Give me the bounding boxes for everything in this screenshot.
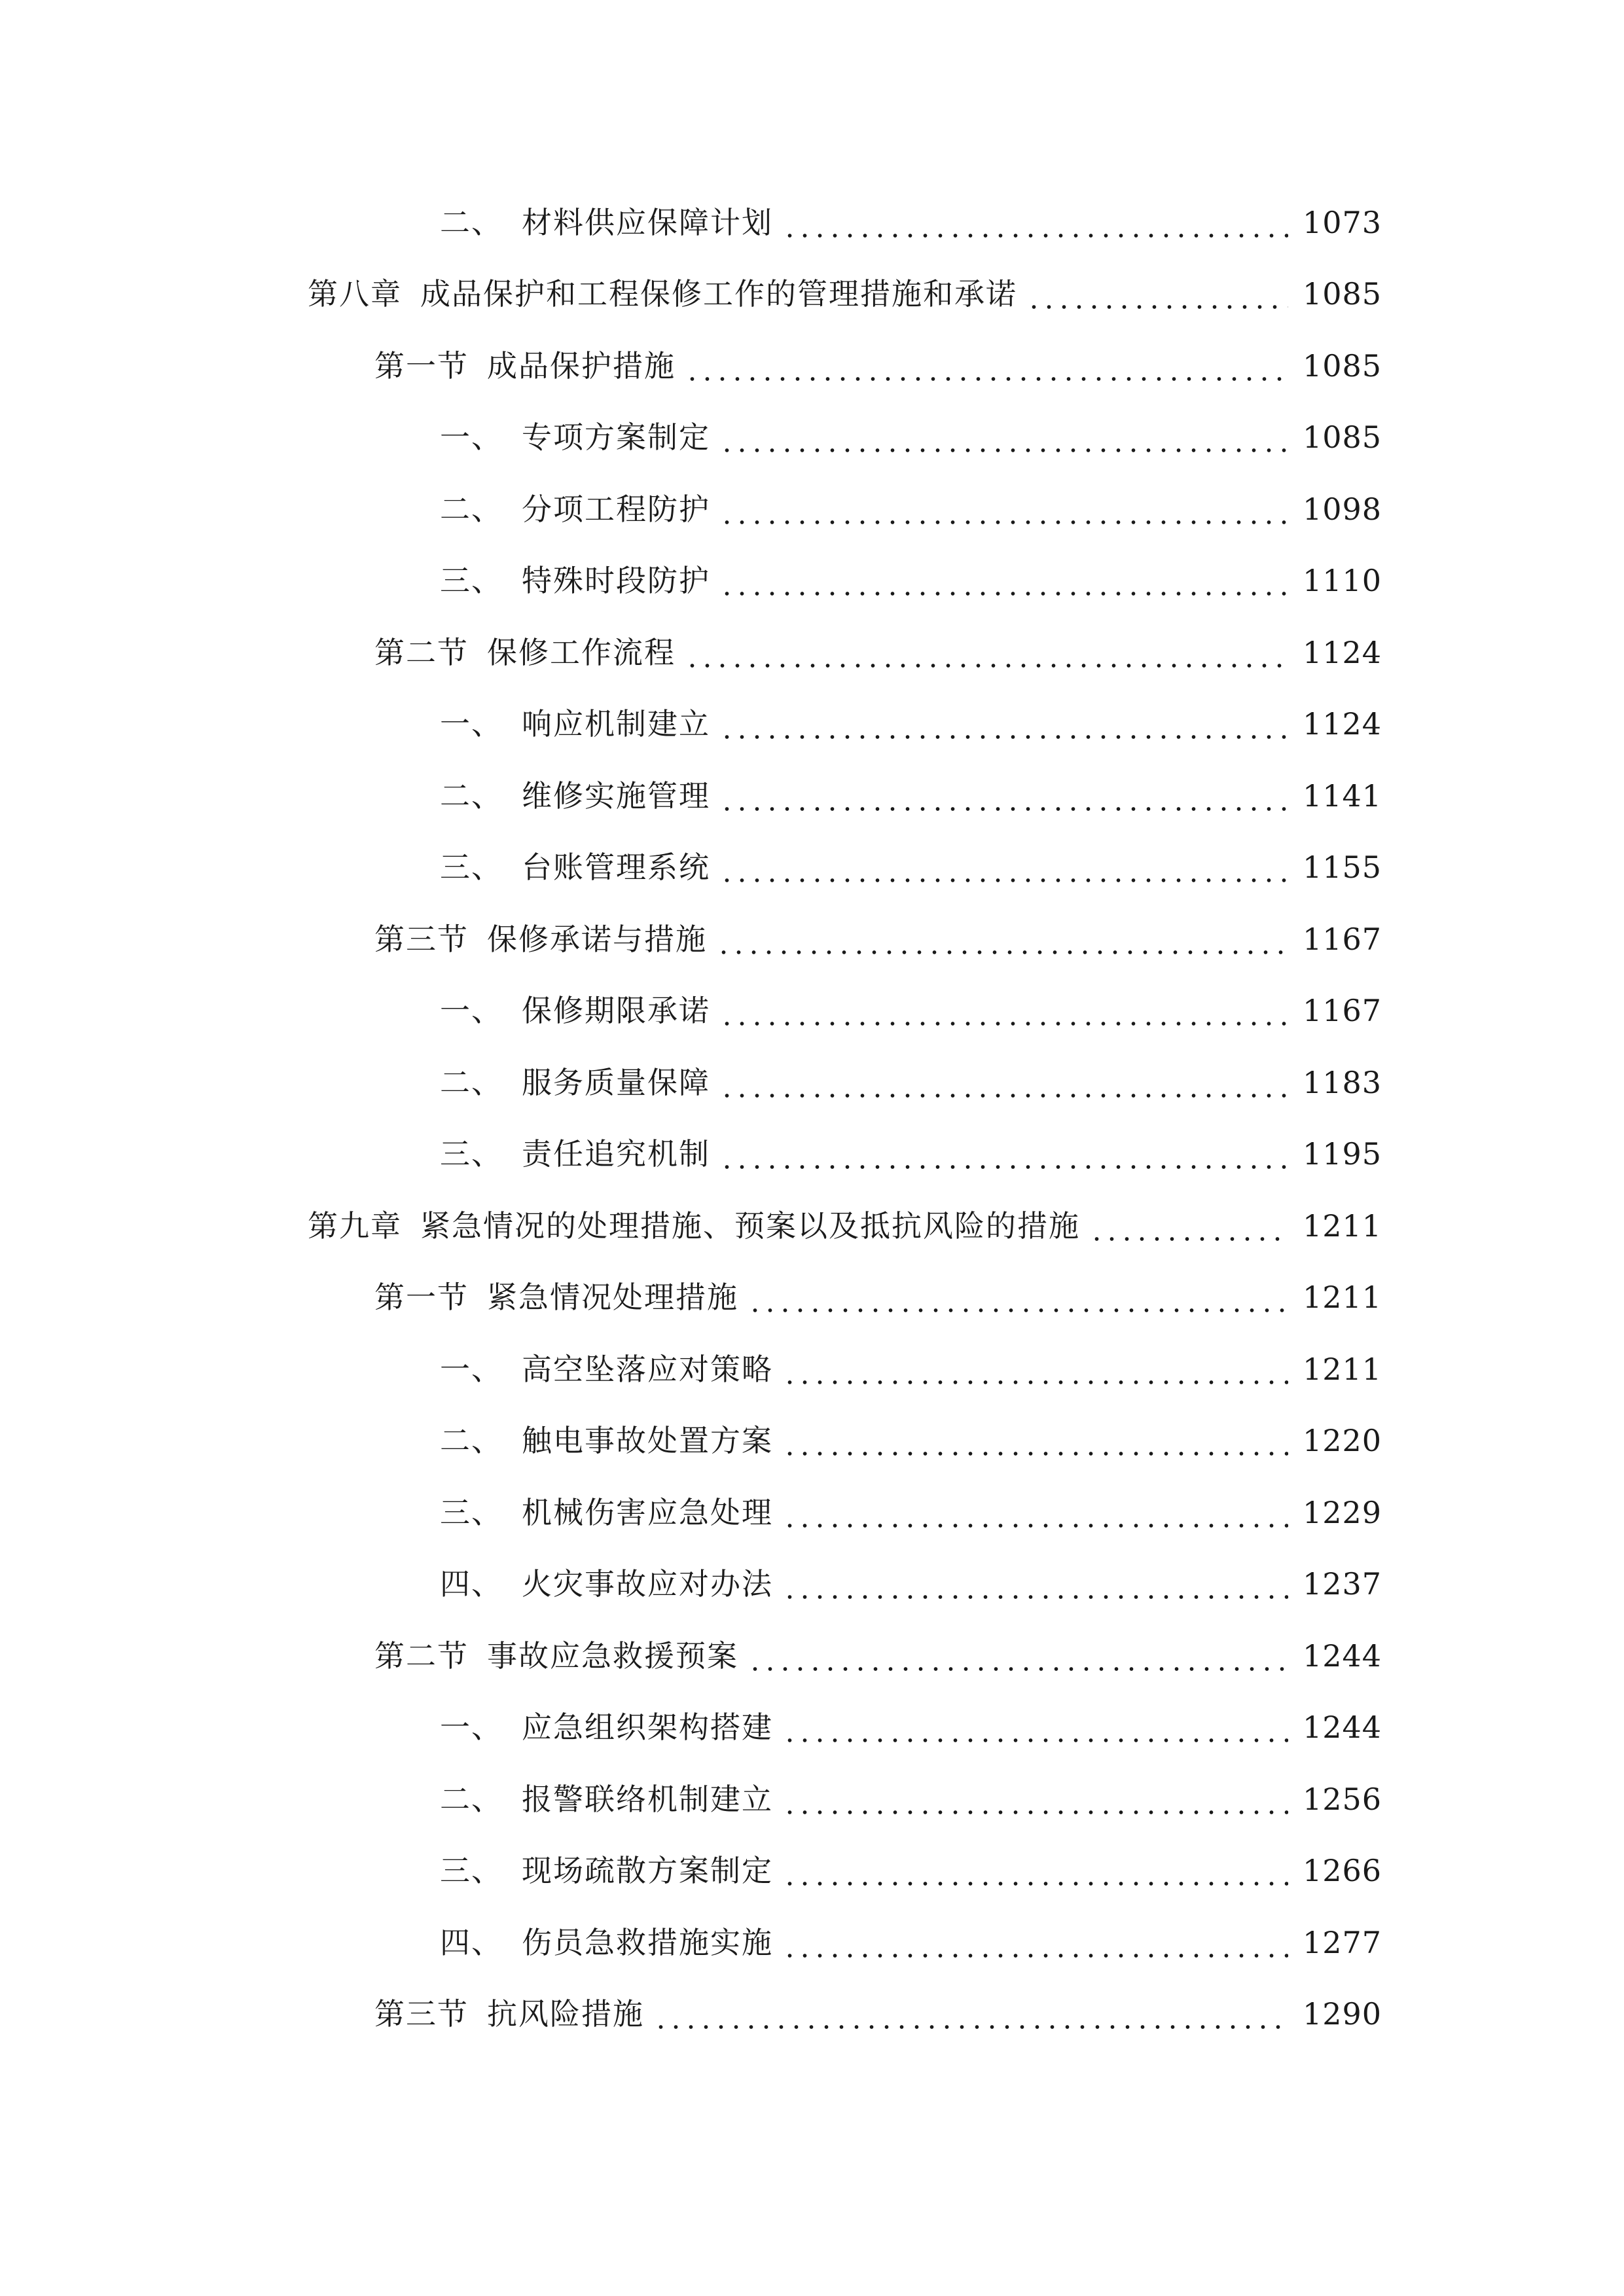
toc-page-number: 1229: [1303, 1494, 1382, 1530]
toc-entry-number: 第三节: [374, 921, 469, 957]
toc-entry-number: 二、: [440, 1423, 503, 1459]
toc-entry-title: 责任追究机制: [522, 1136, 710, 1172]
toc-page-number: 1073: [1303, 204, 1382, 240]
toc-dot-leader: [1026, 279, 1288, 309]
toc-entry-number: 三、: [440, 563, 503, 599]
toc-entry-number: 一、: [440, 993, 503, 1029]
toc-section-entry[interactable]: [0, 1979, 1624, 2051]
toc-dot-leader: [782, 1928, 1288, 1958]
toc-page-number: 1244: [1303, 1638, 1382, 1674]
toc-entry-title: 保修期限承诺: [522, 993, 710, 1029]
toc-page-number: 1085: [1303, 420, 1382, 456]
toc-entry-title: 现场疏散方案制定: [522, 1853, 773, 1889]
toc-page-number: 1098: [1303, 491, 1382, 527]
toc-entry-number: 一、: [440, 1710, 503, 1746]
toc-entry[interactable]: [0, 187, 1624, 259]
toc-dot-leader: [782, 1712, 1288, 1742]
toc-entry-title: 台账管理系统: [522, 850, 710, 886]
toc-entry[interactable]: [0, 1119, 1624, 1191]
toc-entry[interactable]: [0, 1333, 1624, 1405]
toc-entry-number: 第九章: [308, 1208, 402, 1244]
toc-entry[interactable]: [0, 1405, 1624, 1477]
toc-entry[interactable]: [0, 1477, 1624, 1549]
toc-entry-number: 二、: [440, 491, 503, 527]
toc-entry-title: 事故应急救援预案: [487, 1638, 738, 1674]
toc-entry[interactable]: [0, 402, 1624, 474]
toc-page-number: 1220: [1303, 1423, 1382, 1459]
toc-dot-leader: [719, 996, 1288, 1026]
toc-dot-leader: [719, 1067, 1288, 1098]
toc-entry-title: 分项工程防护: [522, 491, 710, 527]
toc-entry-number: 三、: [440, 1494, 503, 1530]
toc-entry-title: 成品保护和工程保修工作的管理措施和承诺: [420, 276, 1017, 312]
toc-section-entry[interactable]: [0, 617, 1624, 689]
toc-entry-number: 第一节: [374, 348, 469, 384]
toc-entry-number: 二、: [440, 204, 503, 240]
toc-entry-number: 四、: [440, 1924, 503, 1960]
toc-entry-number: 第二节: [374, 634, 469, 670]
toc-page-number: 1290: [1303, 1996, 1382, 2032]
toc-page-number: 1211: [1303, 1208, 1382, 1244]
toc-page-number: 1256: [1303, 1781, 1382, 1817]
toc-dot-leader: [782, 1856, 1288, 1886]
toc-entry[interactable]: [0, 760, 1624, 832]
toc-page-number: 1155: [1303, 850, 1382, 886]
toc-dot-leader: [782, 1498, 1288, 1528]
toc-dot-leader: [653, 1999, 1288, 2029]
toc-entry-number: 一、: [440, 1351, 503, 1387]
toc-dot-leader: [719, 565, 1288, 596]
toc-dot-leader: [1089, 1211, 1288, 1241]
toc-entry-number: 第三节: [374, 1996, 469, 2032]
toc-entry-title: 专项方案制定: [522, 420, 710, 456]
toc-page-number: 1124: [1303, 706, 1382, 742]
toc-dot-leader: [719, 422, 1288, 452]
toc-dot-leader: [782, 207, 1288, 238]
toc-entry-number: 一、: [440, 706, 503, 742]
toc-page-number: 1266: [1303, 1853, 1382, 1889]
toc-dot-leader: [782, 1426, 1288, 1456]
toc-section-entry[interactable]: [0, 1262, 1624, 1334]
toc-entry-title: 火灾事故应对办法: [522, 1566, 773, 1602]
toc-entry[interactable]: [0, 832, 1624, 904]
toc-entry-title: 抗风险措施: [487, 1996, 644, 2032]
toc-page-number: 1110: [1303, 563, 1382, 599]
toc-section-entry[interactable]: [0, 1620, 1624, 1692]
toc-page-number: 1211: [1303, 1351, 1382, 1387]
toc-entry[interactable]: [0, 1692, 1624, 1764]
toc-entry[interactable]: [0, 473, 1624, 545]
toc-entry-title: 响应机制建立: [522, 706, 710, 742]
toc-page-number: 1244: [1303, 1710, 1382, 1746]
toc-dot-leader: [719, 852, 1288, 882]
toc-entry-title: 紧急情况处理措施: [487, 1280, 738, 1316]
toc-page-number: 1141: [1303, 778, 1382, 814]
toc-dot-leader: [748, 1641, 1288, 1671]
toc-section-entry[interactable]: [0, 330, 1624, 402]
toc-dot-leader: [719, 781, 1288, 811]
toc-entry-number: 三、: [440, 1136, 503, 1172]
toc-entry-title: 高空坠落应对策略: [522, 1351, 773, 1387]
toc-entry-title: 应急组织架构搭建: [522, 1710, 773, 1746]
toc-entry-number: 一、: [440, 420, 503, 456]
toc-entry-title: 保修承诺与措施: [487, 921, 707, 957]
toc-page-number: 1211: [1303, 1280, 1382, 1316]
toc-page-number: 1167: [1303, 993, 1382, 1029]
toc-entry[interactable]: [0, 545, 1624, 617]
toc-page-number: 1183: [1303, 1064, 1382, 1100]
toc-entry-number: 三、: [440, 850, 503, 886]
toc-dot-leader: [719, 709, 1288, 739]
toc-dot-leader: [719, 494, 1288, 524]
toc-entry-title: 服务质量保障: [522, 1064, 710, 1100]
toc-entry-title: 触电事故处置方案: [522, 1423, 773, 1459]
toc-dot-leader: [716, 924, 1288, 954]
toc-entry[interactable]: [0, 1907, 1624, 1979]
toc-entry-title: 保修工作流程: [487, 634, 676, 670]
toc-entry-number: 第一节: [374, 1280, 469, 1316]
toc-section-entry[interactable]: [0, 903, 1624, 975]
toc-dot-leader: [748, 1282, 1288, 1312]
toc-entry[interactable]: [0, 1763, 1624, 1835]
toc-entry-number: 二、: [440, 1064, 503, 1100]
toc-dot-leader: [719, 1139, 1288, 1169]
toc-entry-number: 三、: [440, 1853, 503, 1889]
toc-dot-leader: [685, 637, 1288, 668]
toc-dot-leader: [782, 1354, 1288, 1384]
toc-entry-number: 第二节: [374, 1638, 469, 1674]
toc-page-number: 1085: [1303, 348, 1382, 384]
toc-chapter-entry[interactable]: [0, 259, 1624, 331]
toc-entry-title: 特殊时段防护: [522, 563, 710, 599]
toc-page-number: 1167: [1303, 921, 1382, 957]
toc-entry-title: 紧急情况的处理措施、预案以及抵抗风险的措施: [420, 1208, 1080, 1244]
toc-dot-leader: [782, 1569, 1288, 1599]
toc-entry-title: 维修实施管理: [522, 778, 710, 814]
toc-entry[interactable]: [0, 1549, 1624, 1621]
toc-entry-title: 伤员急救措施实施: [522, 1924, 773, 1960]
toc-entry[interactable]: [0, 975, 1624, 1047]
toc-chapter-entry[interactable]: [0, 1190, 1624, 1262]
toc-page-number: 1085: [1303, 276, 1382, 312]
toc-dot-leader: [782, 1784, 1288, 1814]
table-of-contents: [0, 187, 1624, 2050]
toc-page-number: 1195: [1303, 1136, 1382, 1172]
toc-entry-number: 四、: [440, 1566, 503, 1602]
toc-entry-title: 报警联络机制建立: [522, 1781, 773, 1817]
toc-dot-leader: [685, 351, 1288, 381]
toc-page-number: 1124: [1303, 634, 1382, 670]
toc-entry-number: 二、: [440, 778, 503, 814]
toc-page-number: 1237: [1303, 1566, 1382, 1602]
toc-entry-title: 材料供应保障计划: [522, 204, 773, 240]
toc-entry[interactable]: [0, 1835, 1624, 1907]
toc-entry[interactable]: [0, 689, 1624, 761]
toc-entry-number: 二、: [440, 1781, 503, 1817]
toc-entry-title: 成品保护措施: [487, 348, 676, 384]
toc-entry-title: 机械伤害应急处理: [522, 1494, 773, 1530]
toc-page-number: 1277: [1303, 1924, 1382, 1960]
toc-entry-number: 第八章: [308, 276, 402, 312]
toc-entry[interactable]: [0, 1047, 1624, 1119]
